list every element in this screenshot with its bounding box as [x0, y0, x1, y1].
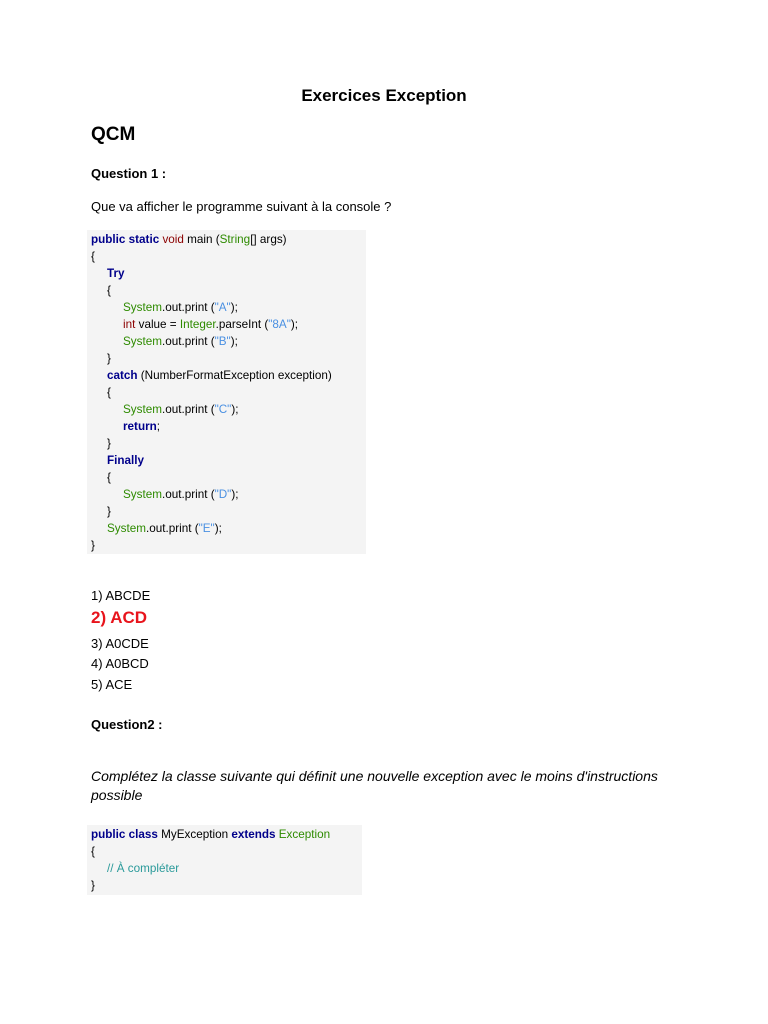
- question-1-label: Question 1 :: [91, 166, 167, 181]
- page-title: Exercices Exception: [301, 86, 467, 105]
- answer-option-2-correct: 2) ACD: [91, 608, 148, 627]
- code-line: {: [91, 845, 95, 858]
- answer-option-5: 5) ACE: [91, 677, 133, 692]
- code-line: System.out.print ("C");: [123, 403, 239, 416]
- answer-option-3: 3) A0CDE: [91, 636, 149, 651]
- code-block-question-1: [87, 230, 366, 554]
- code-line: }: [107, 437, 111, 450]
- code-line: System.out.print ("B");: [123, 335, 238, 348]
- code-line: System.out.print ("E");: [107, 522, 222, 535]
- code-line: {: [107, 386, 111, 399]
- code-comment: // À compléter: [107, 862, 180, 875]
- code-line: {: [91, 250, 95, 263]
- answer-option-1: 1) ABCDE: [91, 588, 151, 603]
- code-line: }: [107, 505, 111, 518]
- code-line: System.out.print ("A");: [123, 301, 238, 314]
- code-line: }: [91, 539, 95, 552]
- code-line: public static void main (String[] args): [91, 233, 287, 246]
- question-2-prompt: Complétez la classe suivante qui définit une nouvelle exception avec le moins d'instructions possible: [91, 768, 658, 803]
- code-block-question-2: [87, 825, 362, 895]
- section-heading-qcm: QCM: [91, 124, 136, 145]
- code-line: catch (NumberFormatException exception): [107, 369, 332, 382]
- code-line: int value = Integer.parseInt ("8A");: [123, 318, 298, 331]
- code-line: return;: [123, 420, 161, 433]
- code-line: Finally: [107, 454, 145, 467]
- question-1-prompt: Que va afficher le programme suivant à la console ?: [91, 199, 392, 214]
- code-line: {: [107, 284, 111, 297]
- answer-option-4: 4) A0BCD: [91, 656, 149, 671]
- code-line: }: [91, 879, 95, 892]
- code-line: }: [107, 352, 111, 365]
- question-2-label: Question2 :: [91, 717, 163, 732]
- code-line: public class MyException extends Exception: [91, 828, 331, 841]
- code-line: {: [107, 471, 111, 484]
- code-line: System.out.print ("D");: [123, 488, 239, 501]
- code-line: Try: [107, 267, 125, 280]
